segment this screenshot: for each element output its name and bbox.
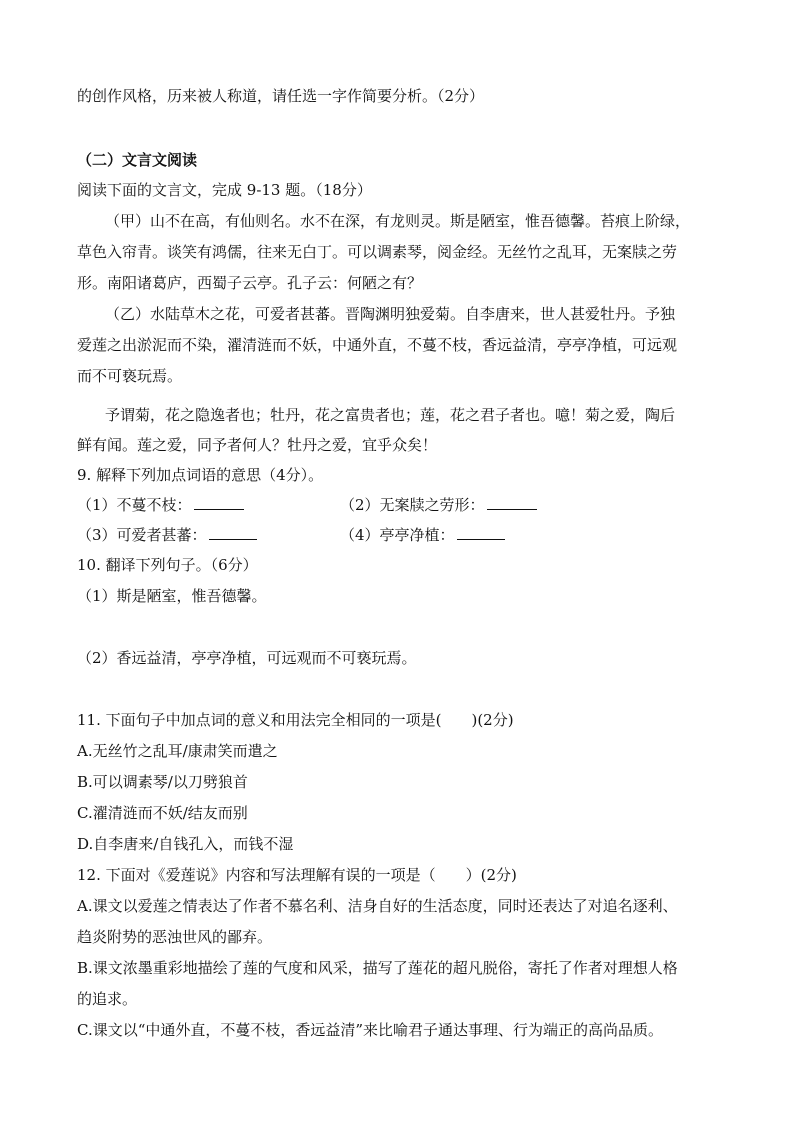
answer-blank[interactable] [209,525,257,540]
question-12-option-a-line-1: A.课文以爱莲之情表达了作者不慕名利、洁身自好的生活态度，同时还表达了对追名逐利、 [77,897,678,915]
question-12-option-b-line-1: B.课文浓墨重彩地描绘了莲的气度和风采，描写了莲花的超凡脱俗，寄托了作者对理想人格 [77,959,678,977]
question-12-option-a-line-2: 趋炎附势的恶浊世风的鄙弃。 [77,928,273,946]
section-title: （二）文言文阅读 [77,151,198,169]
question-8-tail: 的创作风格，历来被人称道，请任选一字作简要分析。（2分） [77,87,485,105]
passage-jia-line-1: （甲）山不在高，有仙则名。水不在深，有龙则灵。斯是陋室，惟吾德馨。苔痕上阶绿， [105,212,691,230]
question-12-option-c: C.课文以“中通外直，不蔓不枝，香远益清”来比喻君子通达事理、行为端正的高尚品质。 [77,1021,664,1039]
question-9-item-1-label: （1）不蔓不枝： [77,496,192,514]
question-11-option-b: B.可以调素琴/以刀劈狼首 [77,773,248,791]
passage-yi-line-3: 而不可亵玩焉。 [77,367,183,385]
question-9-item-4-label: （4）亭亭净植： [340,526,455,544]
question-10-item-2: （2）香远益清，亭亭净植，可远观而不可亵玩焉。 [77,649,417,667]
question-9-item-3-label: （3）可爱者甚蕃： [77,526,207,544]
question-9-item-2 [340,495,537,515]
passage-jia-line-3: 形。南阳诸葛庐，西蜀子云亭。孔子云：何陋之有？ [77,274,423,292]
passage-yi-line-5: 鲜有闻。莲之爱，同予者何人？牡丹之爱，宜乎众矣！ [77,436,438,454]
question-11-option-a: A.无丝竹之乱耳/康肃笑而遣之 [77,742,278,760]
question-12-option-b-line-2: 的追求。 [77,990,138,1008]
passage-yi-line-1: （乙）水陆草木之花，可爱者甚蕃。晋陶渊明独爱菊。自李唐来，世人甚爱牡丹。予独 [105,305,676,323]
question-11-option-d: D.自李唐来/自钱孔入，而钱不湿 [77,835,294,853]
question-9-item-4 [340,525,505,545]
answer-blank[interactable] [194,495,244,510]
question-10-item-1: （1）斯是陋室，惟吾德馨。 [77,587,267,605]
reading-instruction: 阅读下面的文言文，完成 9-13 题。（18分） [77,181,372,199]
answer-blank[interactable] [487,495,537,510]
question-10-title: 10. 翻译下列句子。（6分） [77,556,258,574]
question-9-item-2-label: （2）无案牍之劳形： [340,496,485,514]
question-11-option-c: C.濯清涟而不妖/结友而别 [77,804,248,822]
passage-yi-line-4: 予谓菊，花之隐逸者也；牡丹，花之富贵者也；莲，花之君子者也。噫！菊之爱，陶后 [105,406,676,424]
answer-blank[interactable] [457,525,505,540]
passage-jia-line-2: 草色入帘青。谈笑有鸿儒，往来无白丁。可以调素琴，阅金经。无丝竹之乱耳，无案牍之劳 [77,243,678,261]
question-12-title: 12. 下面对《爱莲说》内容和写法理解有误的一项是（ ）(2分) [77,866,517,884]
question-9-title: 9. 解释下列加点词语的意思（4分）。 [77,466,324,484]
passage-yi-line-2: 爱莲之出淤泥而不染，濯清涟而不妖，中通外直，不蔓不枝，香远益清，亭亭净植，可远观 [77,336,678,354]
question-9-item-1 [77,495,244,515]
question-9-item-3 [77,525,257,545]
question-11-title: 11. 下面句子中加点词的意义和用法完全相同的一项是( )(2分) [77,711,514,729]
